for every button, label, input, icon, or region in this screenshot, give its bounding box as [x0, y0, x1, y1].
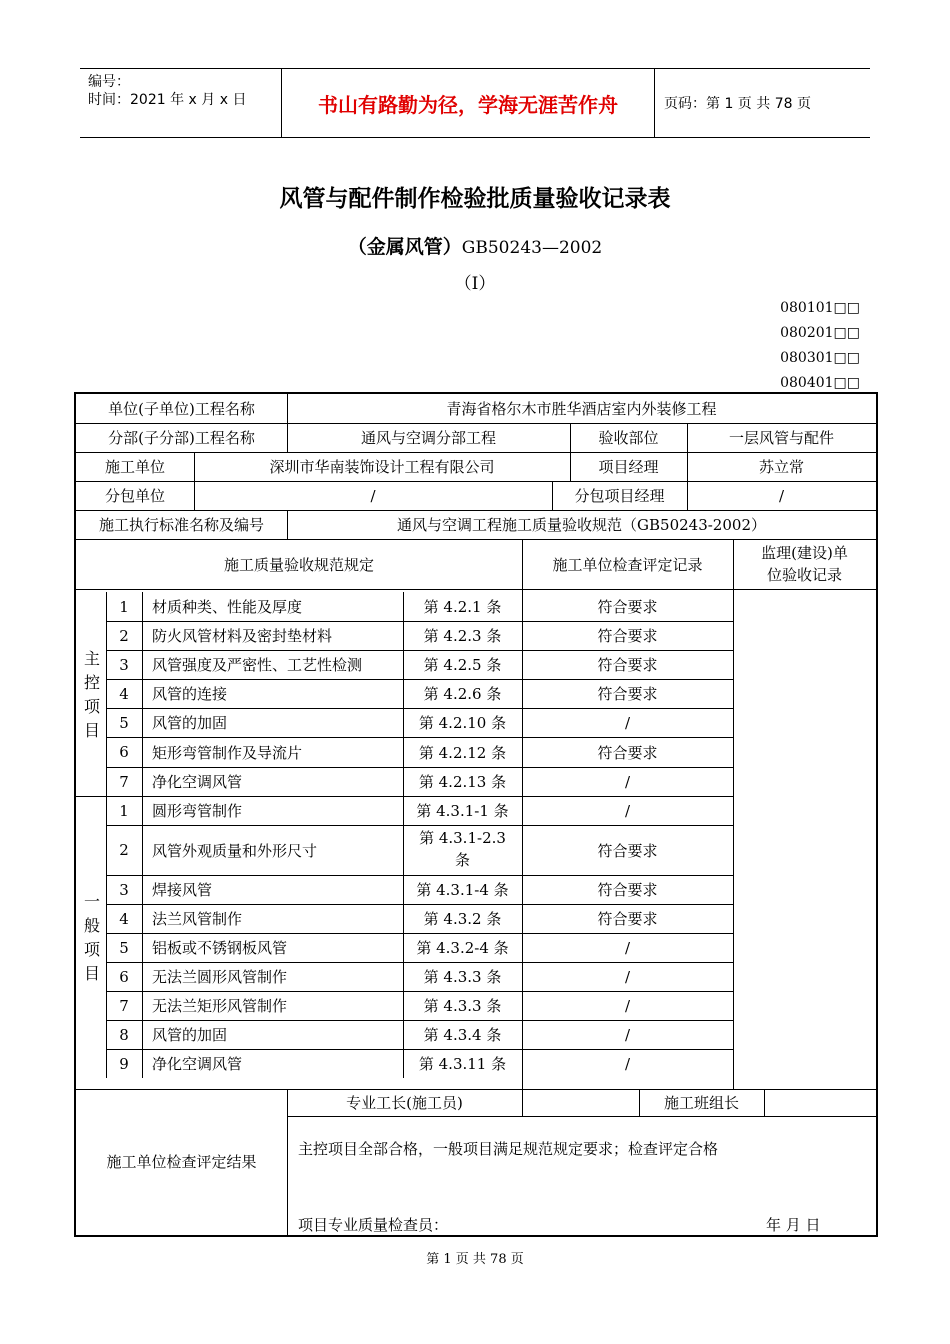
subtitle-bold: （金属风管） — [347, 236, 462, 258]
unit-label: 单位(子单位)工程名称 — [108, 400, 255, 418]
col-supervisor-header: 监理(建设)单 位验收记录 — [761, 544, 848, 584]
item-result: 符合要求 — [597, 881, 658, 899]
sub-value: / — [370, 486, 376, 505]
item-result: / — [624, 772, 631, 791]
item-result: / — [624, 1054, 631, 1073]
item-number: 3 — [119, 880, 129, 899]
item-result: 符合要求 — [597, 685, 658, 703]
item-name: 防火风管材料及密封垫材料 — [152, 627, 333, 645]
time-label: 时间：2021 年 x 月 x 日 — [88, 92, 247, 108]
acceptance-part-label: 验收部位 — [598, 429, 659, 447]
item-name: 无法兰圆形风管制作 — [152, 968, 288, 986]
header-motto: 书山有路勤为径，学海无涯苦作舟 — [282, 69, 655, 137]
item-clause: 第 4.3.2 条 — [423, 910, 502, 928]
general-group-label: 一 般 项 目 — [83, 892, 100, 983]
item-name: 风管外观质量和外形尺寸 — [152, 841, 318, 860]
item-number: 2 — [119, 841, 129, 859]
item-result: / — [624, 1025, 631, 1044]
subtitle-code: GB50243—2002 — [461, 238, 603, 258]
page-footer: 第 1 页 共 78 页 — [426, 1252, 524, 1267]
subtitle-roman: （Ⅰ） — [454, 274, 496, 294]
item-name: 风管的加固 — [152, 1026, 228, 1044]
item-name: 净化空调风管 — [152, 773, 243, 791]
item-clause: 第 4.2.13 条 — [418, 773, 507, 791]
item-clause: 第 4.2.6 条 — [423, 685, 502, 703]
item-result: 符合要求 — [597, 841, 658, 860]
item-number: 4 — [119, 909, 129, 928]
item-name: 矩形弯管制作及导流片 — [152, 743, 303, 762]
item-name: 焊接风管 — [152, 881, 213, 899]
header-meta — [80, 69, 282, 137]
form-code: 080401□□ — [780, 375, 860, 391]
contractor-value: 深圳市华南装饰设计工程有限公司 — [269, 458, 495, 476]
number-label: 编号： — [88, 74, 130, 90]
date-label: 年 月 日 — [766, 1215, 821, 1234]
team-leader-label: 施工班组长 — [663, 1094, 739, 1112]
item-result: 符合要求 — [597, 910, 658, 928]
item-result: 符合要求 — [597, 598, 658, 616]
item-clause: 第 4.3.1-1 条 — [416, 802, 509, 820]
item-name: 圆形弯管制作 — [152, 802, 243, 820]
item-name: 风管的加固 — [152, 714, 228, 732]
item-number: 2 — [119, 626, 129, 645]
sub-label: 分包单位 — [104, 487, 165, 505]
conclusion-text: 主控项目全部合格，一般项目满足规范规定要求；检查评定合格 — [298, 1139, 719, 1158]
item-number: 1 — [119, 801, 129, 820]
item-clause: 第 4.3.3 条 — [423, 968, 502, 986]
item-number: 4 — [119, 684, 129, 703]
form-code: 080201□□ — [780, 325, 860, 341]
item-name: 风管的连接 — [152, 685, 228, 703]
result-label: 施工单位检查评定结果 — [106, 1152, 257, 1171]
item-name: 风管强度及严密性、工艺性检测 — [152, 656, 363, 674]
sub-pm-value: / — [778, 486, 785, 505]
item-name: 铝板或不锈钢板风管 — [152, 939, 288, 957]
item-clause: 第 4.3.1-4 条 — [416, 881, 509, 899]
item-name: 材质种类、性能及厚度 — [152, 598, 303, 616]
item-number: 3 — [119, 655, 129, 674]
item-clause: 第 4.2.12 条 — [418, 743, 507, 762]
col-contractor-header: 施工单位检查评定记录 — [552, 555, 703, 574]
pm-label: 项目经理 — [598, 458, 659, 476]
item-result: 符合要求 — [597, 627, 658, 645]
item-result: / — [624, 967, 631, 986]
subtitle — [0, 232, 950, 259]
standard-value: 通风与空调工程施工质量验收规范（GB50243-2002） — [397, 516, 766, 534]
item-clause: 第 4.2.5 条 — [423, 656, 502, 674]
form-code: 080101□□ — [780, 300, 860, 316]
item-result: / — [624, 801, 631, 820]
division-value: 通风与空调分部工程 — [360, 429, 496, 447]
division-label: 分部(子分部)工程名称 — [108, 429, 255, 447]
item-clause: 第 4.3.3 条 — [423, 997, 502, 1015]
foreman-label: 专业工长(施工员) — [346, 1094, 463, 1112]
item-name: 净化空调风管 — [152, 1055, 243, 1073]
main-control-group-label: 主 控 项 目 — [83, 649, 100, 740]
item-number: 6 — [119, 967, 129, 986]
item-clause: 第 4.3.4 条 — [423, 1026, 502, 1044]
item-clause: 第 4.3.1-2.3 条 — [419, 829, 506, 869]
item-number: 7 — [119, 772, 129, 791]
form-code: 080301□□ — [780, 350, 860, 366]
item-number: 8 — [119, 1025, 129, 1044]
item-number: 7 — [119, 996, 129, 1015]
page-title: 风管与配件制作检验批质量验收记录表 — [279, 186, 671, 212]
pm-value: 苏立常 — [758, 458, 804, 476]
item-clause: 第 4.3.11 条 — [418, 1055, 507, 1073]
document-header — [80, 68, 870, 138]
item-name: 法兰风管制作 — [152, 910, 243, 928]
item-number: 5 — [119, 713, 129, 732]
item-clause: 第 4.2.1 条 — [423, 598, 502, 616]
inspection-table — [74, 392, 878, 1237]
acceptance-part-value: 一层风管与配件 — [728, 429, 834, 447]
item-result: / — [624, 938, 631, 957]
sub-pm-label: 分包项目经理 — [574, 487, 665, 505]
item-number: 6 — [119, 743, 129, 761]
item-name: 无法兰矩形风管制作 — [152, 997, 288, 1015]
standard-label: 施工执行标准名称及编号 — [98, 516, 264, 534]
form-codes — [780, 296, 860, 396]
item-number: 5 — [119, 938, 129, 957]
item-result: 符合要求 — [597, 743, 658, 762]
item-clause: 第 4.2.10 条 — [418, 714, 507, 732]
item-number: 9 — [119, 1054, 129, 1073]
item-number: 1 — [119, 597, 129, 616]
col-spec-header: 施工质量验收规范规定 — [223, 555, 374, 574]
item-clause: 第 4.2.3 条 — [423, 627, 502, 645]
contractor-label: 施工单位 — [104, 458, 165, 476]
inspector-label: 项目专业质量检查员： — [298, 1215, 449, 1234]
item-result: / — [624, 996, 631, 1015]
item-clause: 第 4.3.2-4 条 — [416, 939, 509, 957]
item-result: 符合要求 — [597, 656, 658, 674]
item-result: / — [624, 713, 631, 732]
unit-value: 青海省格尔木市胜华酒店室内外装修工程 — [446, 400, 717, 418]
header-page-label: 页码：第 1 页 共 78 页 — [664, 96, 811, 112]
